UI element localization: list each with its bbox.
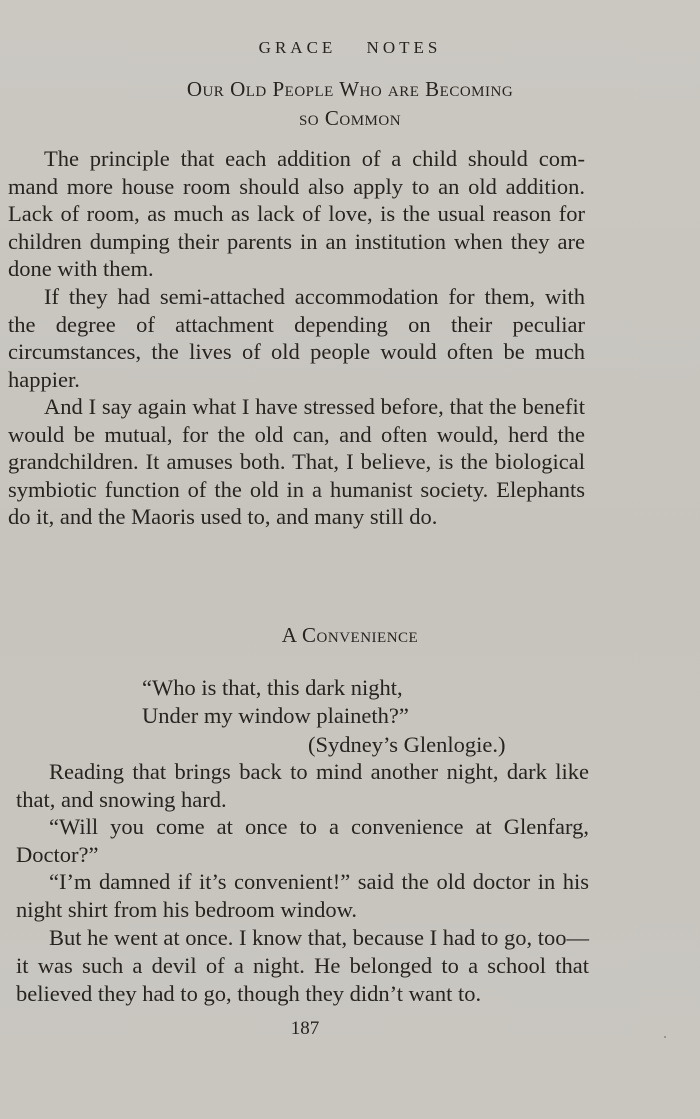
verse-line-2: Under my window plaineth?” [142, 703, 409, 728]
section-heading-line-1: Our Old People Who are Becoming [186, 77, 514, 101]
paragraph-5: “Will you come at once to a convenience at Glenfarg, Doctor?” [16, 814, 589, 867]
paper-speck [664, 1036, 666, 1038]
page-number: 187 [290, 1018, 320, 1039]
paragraph-4: Reading that brings back to mind another night, dark like that, and snowing hard. [16, 759, 589, 812]
paragraph-6: “I’m damned if it’s convenient!” said the old doctor in his night shirt from his bedroom window. [16, 869, 589, 922]
paragraph-7: But he went at once. I know that, because I had to go, too—it was such a devil of a night. He belonged to a school that believed they had to go, though they didn’t want to. [16, 925, 589, 1006]
paragraph-2: If they had semi-attached accommodation for them, with the degree of attachment depending on their peculiar circumstances, the lives of old people would often be much happier. [8, 284, 585, 392]
verse-attribution: (Sydney’s Glenlogie.) [308, 732, 506, 757]
running-head: GRACE NOTES [258, 38, 442, 57]
paragraph-3: And I say again what I have stressed before, that the benefit would be mutual, for the old can, and often would, herd the grandchildren. It amuses both. That, I believe, is the biological symbiotic function of the old in a humanist society. Elephants do it, and the Maoris used to, and many still do. [8, 394, 585, 530]
verse-line-1: “Who is that, this dark night, [142, 675, 403, 700]
section-heading-line-2: so Common [298, 106, 402, 130]
paragraph-1: The principle that each addition of a child should com-mand more house room should also apply to an old addition. Lack of room, as much as lack of love, is the usual reason for children dumping their parents in an institution when they are done with them. [8, 146, 585, 282]
section-heading-convenience: A Convenience [281, 623, 419, 647]
